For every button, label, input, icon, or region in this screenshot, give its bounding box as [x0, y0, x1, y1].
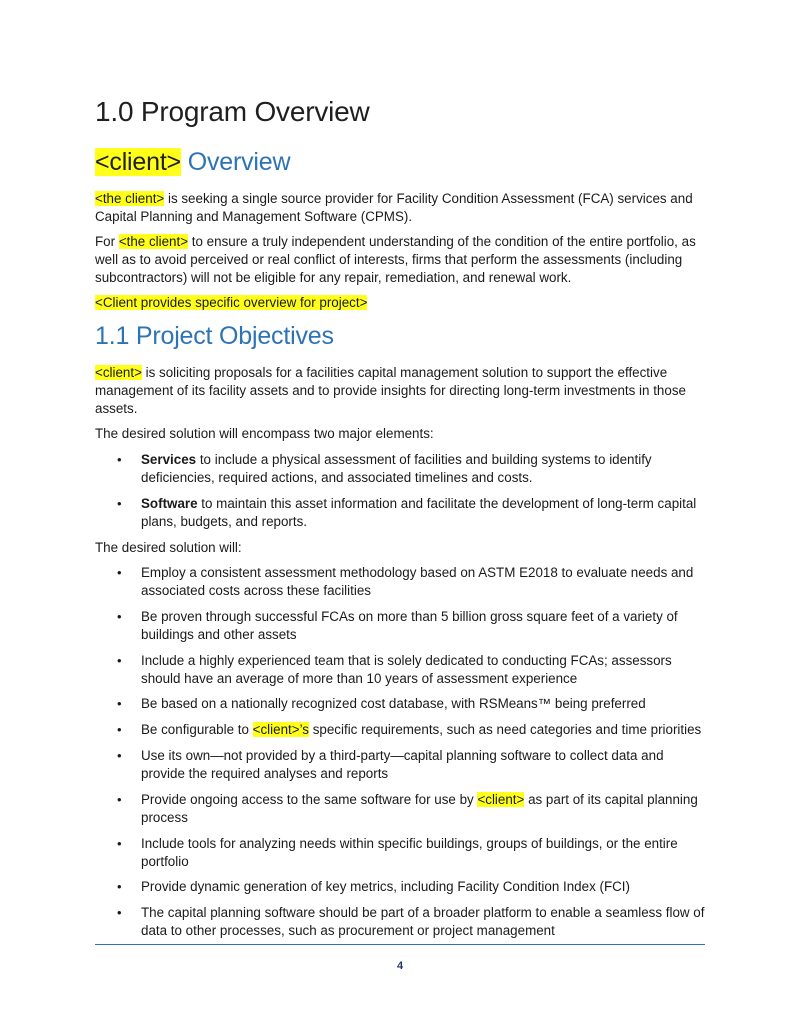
placeholder-client: <client>: [95, 148, 181, 176]
list-item: • Be proven through successful FCAs on more than 5 billion gross square feet of a variety of buildings and other assets: [117, 609, 678, 642]
placeholder-the-client: <the client>: [95, 191, 165, 206]
overview-paragraph-1: <the client> is seeking a single source provider for Facility Condition Assessment (FCA) services and Capital Planning and Management Software (CPMS).: [95, 191, 693, 224]
placeholder-the-client: <the client>: [118, 234, 189, 249]
list-item: • Services to include a physical assessment of facilities and building systems to identify deficiencies, required actions, and associated timelines and costs.: [117, 452, 652, 485]
heading-project-objectives: 1.1 Project Objectives: [95, 322, 334, 350]
list-item: • Use its own—not provided by a third-party—capital planning software to collect data and provide the required analyses and reports: [117, 748, 664, 781]
list-item: • Provide dynamic generation of key metrics, including Facility Condition Index (FCI): [117, 879, 630, 894]
list-item: • The capital planning software should be part of a broader platform to enable a seamless flow of data to other processes, such as procurement or project management: [117, 905, 705, 938]
overview-paragraph-2: For <the client> to ensure a truly independent understanding of the condition of the entire portfolio, as well as to avoid perceived or real conflict of interests, firms that perform the assessments (including subcontractors) will not be eligible for any repair, remediation, and renewal work.: [95, 234, 696, 285]
placeholder-client: <client>: [95, 365, 142, 380]
list-item: • Employ a consistent assessment methodology based on ASTM E2018 to evaluate needs and associated costs across these facilities: [117, 565, 694, 598]
list-item: • Software to maintain this asset information and facilitate the development of long-term capital plans, budgets, and reports.: [117, 496, 697, 529]
heading-client-overview: <client> Overview: [95, 148, 291, 176]
placeholder-client: <client>: [477, 792, 525, 807]
list-item: • Include tools for analyzing needs within specific buildings, groups of buildings, or the entire portfolio: [117, 836, 678, 869]
list-item: • Include a highly experienced team that is solely dedicated to conducting FCAs; assessors should have an average of more than 10 years of assessment experience: [117, 653, 672, 686]
list-item: • Provide ongoing access to the same software for use by <client> as part of its capital planning process: [117, 792, 698, 825]
footer-divider: [95, 944, 705, 945]
page-number: 4: [396, 960, 404, 972]
placeholder-client-overview: <Client provides specific overview for project>: [95, 295, 368, 310]
heading-program-overview: 1.0 Program Overview: [95, 96, 370, 127]
list-item: • Be based on a nationally recognized cost database, with RSMeans™ being preferred: [117, 696, 646, 711]
list-item: • Be configurable to <client>’s specific requirements, such as need categories and time priorities: [117, 722, 702, 737]
overview-placeholder-paragraph: [95, 294, 705, 312]
objectives-paragraph-1: <client> is soliciting proposals for a facilities capital management solution to support the effective management of its facility assets and to provide insights for directing long-term investments in those assets.: [95, 365, 686, 416]
objectives-paragraph-3: The desired solution will:: [95, 540, 242, 555]
objectives-paragraph-2: The desired solution will encompass two major elements:: [95, 426, 434, 441]
placeholder-clients: <client>’s: [252, 722, 309, 737]
